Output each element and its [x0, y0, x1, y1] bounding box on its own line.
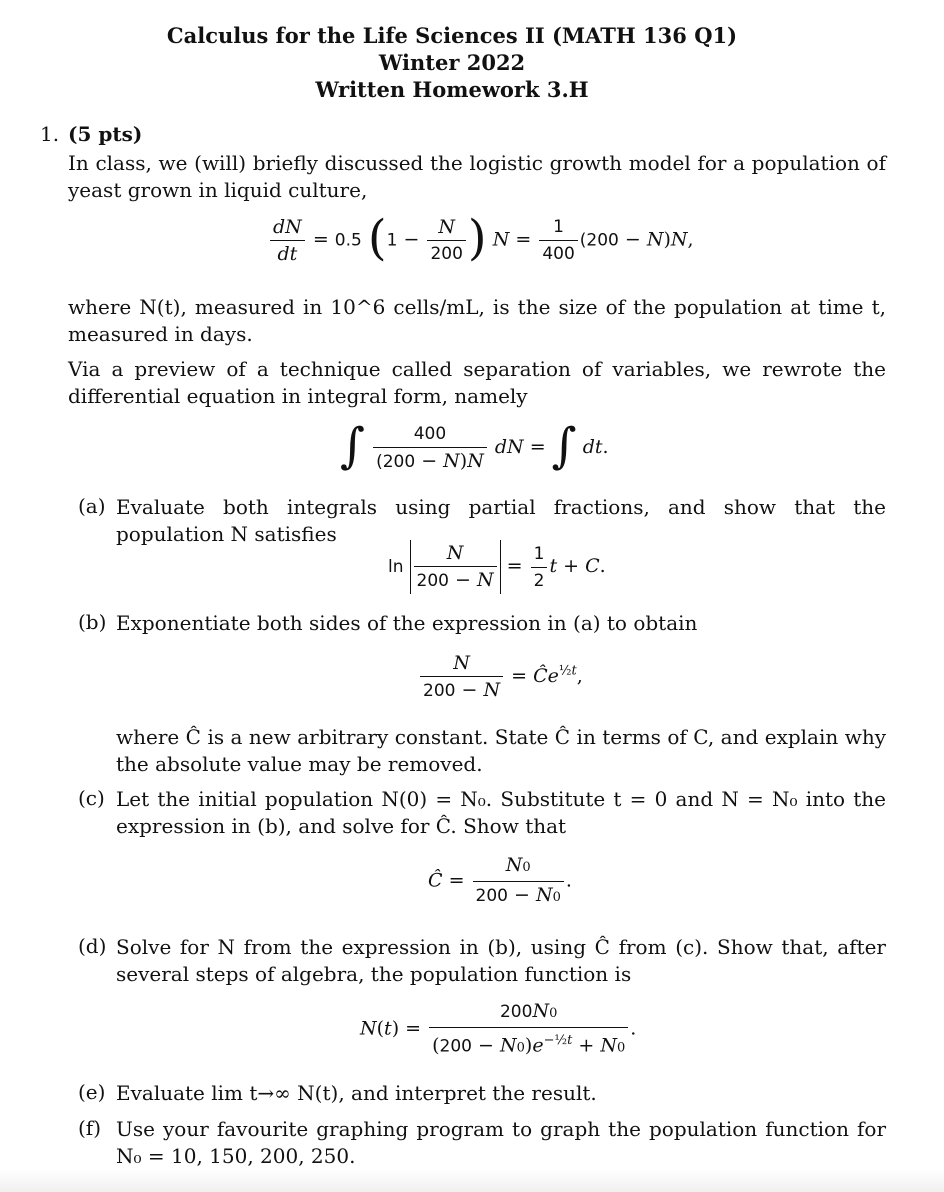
part-a-text: Evaluate both integrals using partial fractions, and show that the population N satisfies [116, 495, 886, 546]
part-c-equation: Ĉ = $\frac{N0}{200 - N0}$ . [428, 854, 572, 906]
intro-paragraph: In class, we (will) briefly discussed the logistic growth model for a population of yeast grown in liquid culture, [68, 151, 886, 202]
document-header [0, 22, 904, 103]
part-d-label: (d) [78, 934, 107, 958]
page-bottom-shade [0, 1170, 944, 1192]
part-b-equation: $\frac{N}{200 - N}$ = $Ĉe^{\frac{1}{2}t}$, [418, 650, 583, 704]
preview-paragraph: Via a preview of a technique called separation of variables, we rewrote the differential equation in integral form, namely [68, 357, 886, 408]
logistic-equation: $\frac{dN}{dt}$ = 0.5 (1 − $\frac{N}{200}$ ) N = $\frac{1}{400}$ (200 − N)N, [268, 214, 694, 267]
part-a-equation: ln $\frac{N}{200 - N}$ = $\frac{1}{2}$ t + C. [388, 540, 606, 594]
problem-number: 1. [40, 122, 60, 146]
part-e-label: (e) [78, 1080, 106, 1104]
part-c-label: (c) [78, 786, 105, 810]
part-d-equation: N(t) = $\frac{200N0}{(200 - N0)e^{-\frac{1}{2}t} + N0}$ . [360, 1000, 637, 1057]
part-f-text: Use your favourite graphing program to graph the population function for N₀ = 10, 150, 200, 250. [116, 1117, 886, 1168]
part-b-after: where Ĉ is a new arbitrary constant. State Ĉ in terms of C, and explain why the absolute value may be removed. [116, 725, 886, 776]
problem-points: (5 pts) [68, 122, 143, 146]
where-paragraph: where N(t), measured in 10^6 cells/mL, is the size of the population at time t, measured in days. [68, 295, 886, 346]
integral-equation: ∫ $\frac{400}{(200 - N)N}$ dN = ∫ dt. [340, 418, 609, 474]
part-f-label: (f) [78, 1116, 102, 1140]
part-c-text: Let the initial population N(0) = N₀. Substitute t = 0 and N = N₀ into the expression in (b), and solve for Ĉ. Show that [116, 787, 886, 838]
assignment-title: Written Homework 3.H [315, 77, 589, 102]
term: Winter 2022 [378, 50, 526, 75]
part-b-text: Exponentiate both sides of the expression in (a) to obtain [116, 611, 698, 635]
part-d-text: Solve for N from the expression in (b), using Ĉ from (c). Show that, after several steps of algebra, the population function is [116, 935, 886, 986]
course-title: Calculus for the Life Sciences II (MATH 136 Q1) [166, 23, 738, 48]
part-b-label: (b) [78, 610, 107, 634]
part-a-label: (a) [78, 494, 106, 518]
part-e-text: Evaluate lim t→∞ N(t), and interpret the result. [116, 1081, 597, 1105]
